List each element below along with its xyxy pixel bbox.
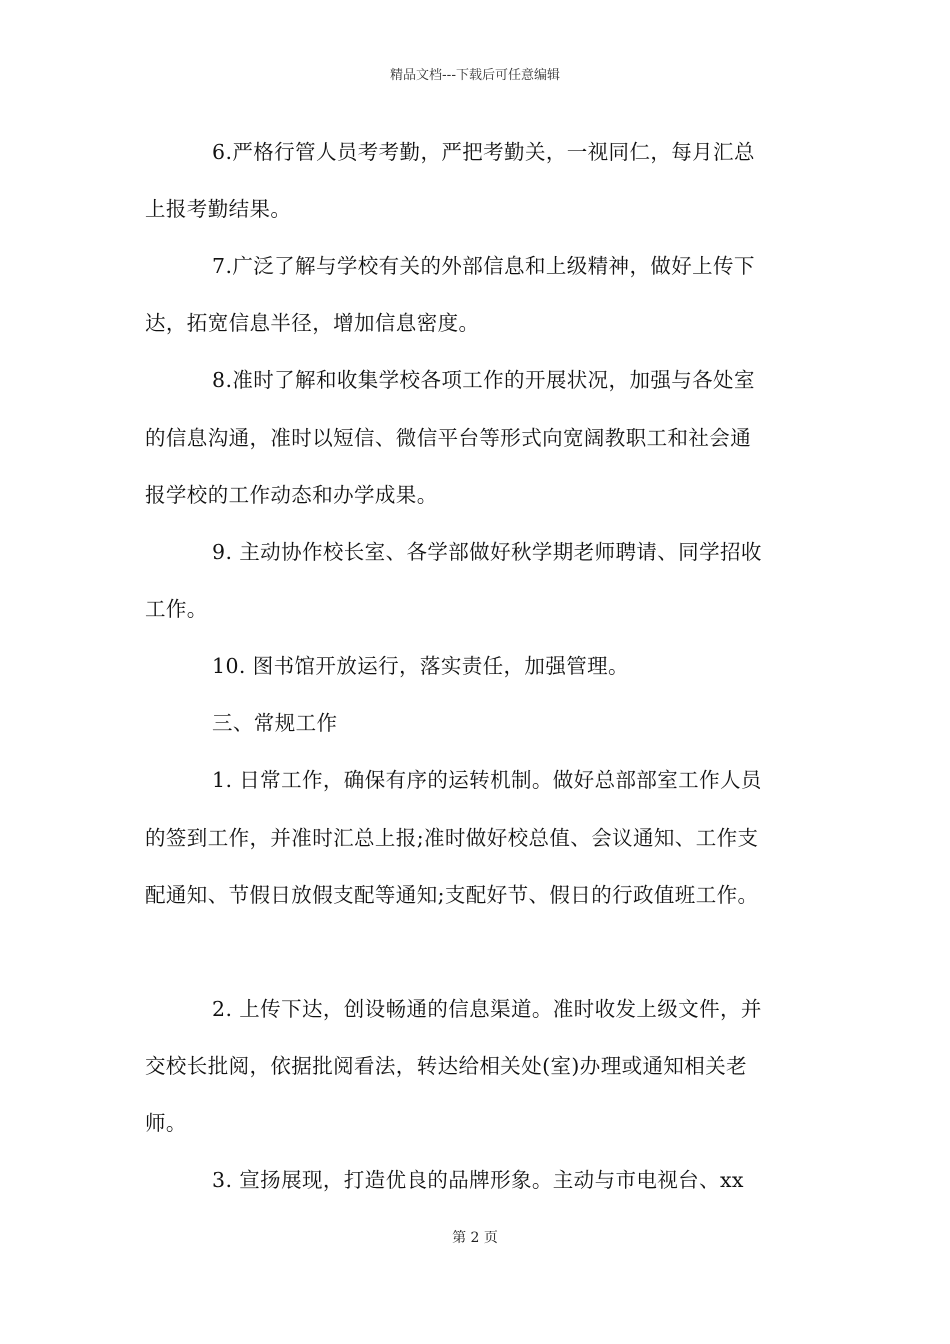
paragraph-line: 的签到工作，并准时汇总上报;准时做好校总值、会议通知、工作支	[145, 826, 759, 850]
paragraph-line: 3. 宣扬展现，打造优良的品牌形象。主动与市电视台、xx	[212, 1168, 744, 1192]
paragraph-line: 8.准时了解和收集学校各项工作的开展状况，加强与各处室	[212, 368, 755, 392]
paragraph-line: 的信息沟通，准时以短信、微信平台等形式向宽阔教职工和社会通	[145, 426, 752, 450]
paragraph-line: 7.广泛了解与学校有关的外部信息和上级精神，做好上传下	[212, 254, 755, 278]
paragraph-line: 6.严格行管人员考考勤，严把考勤关，一视同仁，每月汇总	[212, 140, 755, 164]
paragraph-line: 配通知、节假日放假支配等通知;支配好节、假日的行政值班工作。	[145, 883, 759, 907]
paragraph-line: 1. 日常工作，确保有序的运转机制。做好总部部室工作人员	[212, 768, 762, 792]
page-header: 精品文档---下载后可任意编辑	[389, 68, 561, 83]
paragraph-line: 达，拓宽信息半径，增加信息密度。	[145, 311, 480, 335]
paragraph-line: 10. 图书馆开放运行，落实责任，加强管理。	[212, 654, 629, 678]
section-heading: 三、常规工作	[212, 711, 338, 735]
paragraph-line: 师。	[145, 1111, 187, 1135]
paragraph-line: 交校长批阅，依据批阅看法，转达给相关处(室)办理或通知相关老	[145, 1054, 747, 1078]
paragraph-line: 9. 主动协作校长室、各学部做好秋学期老师聘请、同学招收	[212, 540, 762, 564]
page-number: 第 2 页	[452, 1230, 498, 1246]
paragraph-line: 报学校的工作动态和办学成果。	[145, 483, 438, 507]
paragraph-line: 2. 上传下达，创设畅通的信息渠道。准时收发上级文件，并	[212, 997, 762, 1021]
paragraph-line: 工作。	[145, 597, 208, 621]
paragraph-line: 上报考勤结果。	[145, 197, 292, 221]
